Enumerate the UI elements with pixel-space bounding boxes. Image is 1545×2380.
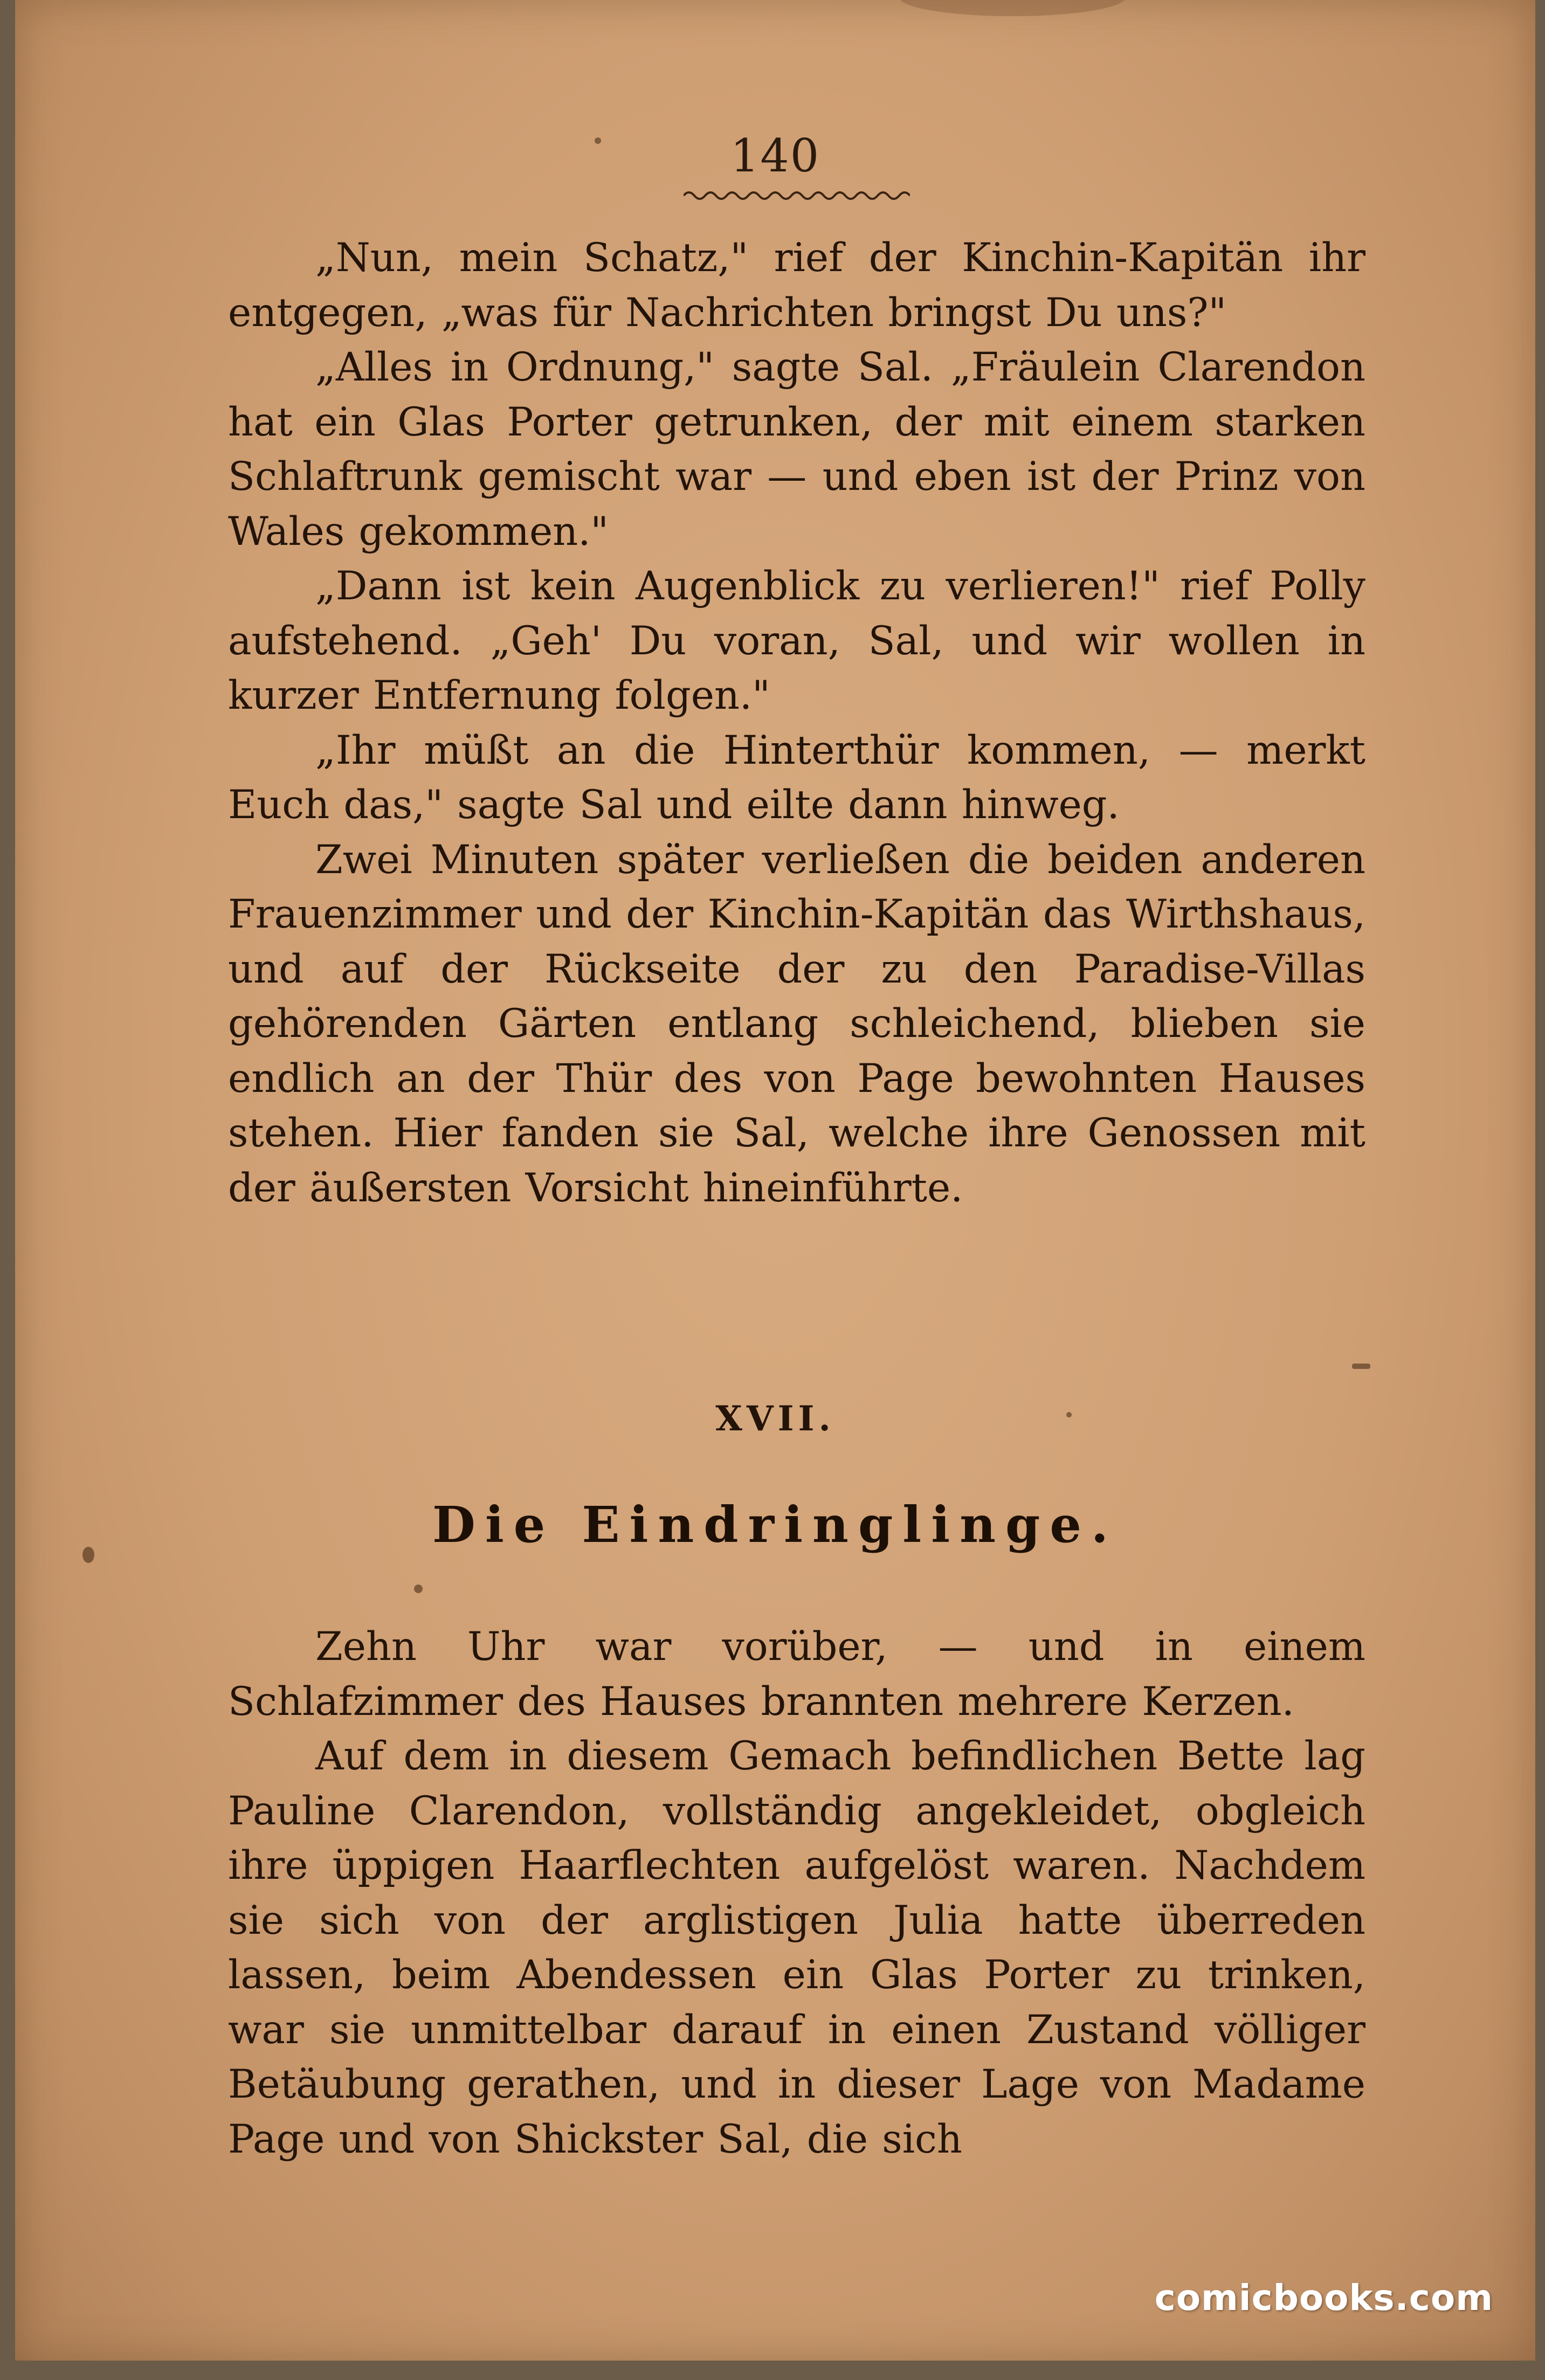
paragraph: Zwei Minuten später verließen die beiden anderen Frauenzimmer und der Kinchin-Kapitän das Wirthshaus, und auf der Rückseite der zu den Paradise-Villas gehörenden Gärten entlang schleichend, blieben sie endlich an der Thür des von Page bewohnten Hauses stehen. Hier fanden sie Sal, welche ihre Genossen mit der äußersten Vorsicht hineinführte. [228, 836, 1365, 1211]
paragraph: „Dann ist kein Augenblick zu verlieren!" rief Polly aufstehend. „Geh' Du voran, Sal, und wir wollen in kurzer Entfernung folgen." [228, 563, 1365, 718]
chapter-title: Die Eindringlinge. [432, 1496, 1118, 1554]
paragraph: „Nun, mein Schatz," rief der Kinchin-Kapitän ihr entgegen, „was für Nachrichten bringst Du uns?" [228, 235, 1365, 336]
page-number: 140 [730, 129, 820, 182]
paragraph: Zehn Uhr war vorüber, — und in einem Schlafzimmer des Hauses brannten mehrere Kerzen. [228, 1624, 1365, 1725]
book-page [15, 0, 1535, 2361]
text-block-top [228, 231, 1365, 1215]
paragraph: „Alles in Ordnung," sagte Sal. „Fräulein Clarendon hat ein Glas Porter getrunken, der mit einem starken Schlaftrunk gemischt war — und eben ist der Prinz von Wales gekommen." [228, 344, 1365, 555]
wavy-rule-ornament [684, 188, 910, 204]
paragraph: Auf dem in diesem Gemach befindlichen Bette lag Pauline Clarendon, vollständig angekleidet, obgleich ihre üppigen Haarflechten aufgelöst waren. Nachdem sie sich von der arglistigen Julia hatte überreden lassen, beim Abendessen ein Glas Porter zu trinken, war sie unmittelbar darauf in einen Zustand völliger Betäubung gerathen, und in dieser Lage von Madame Page und von Shickster Sal, die sich [228, 1733, 1365, 2162]
paragraph: „Ihr müßt an die Hinterthür kommen, — merkt Euch das," sagte Sal und eilte dann hinweg. [228, 727, 1365, 828]
chapter-number: XVII. [715, 1399, 835, 1439]
watermark-logo: comicbooks.com [1154, 2277, 1493, 2319]
text-block-bottom [228, 1620, 1365, 2167]
paper-stain [414, 1585, 423, 1593]
paper-stain [1352, 1364, 1370, 1369]
